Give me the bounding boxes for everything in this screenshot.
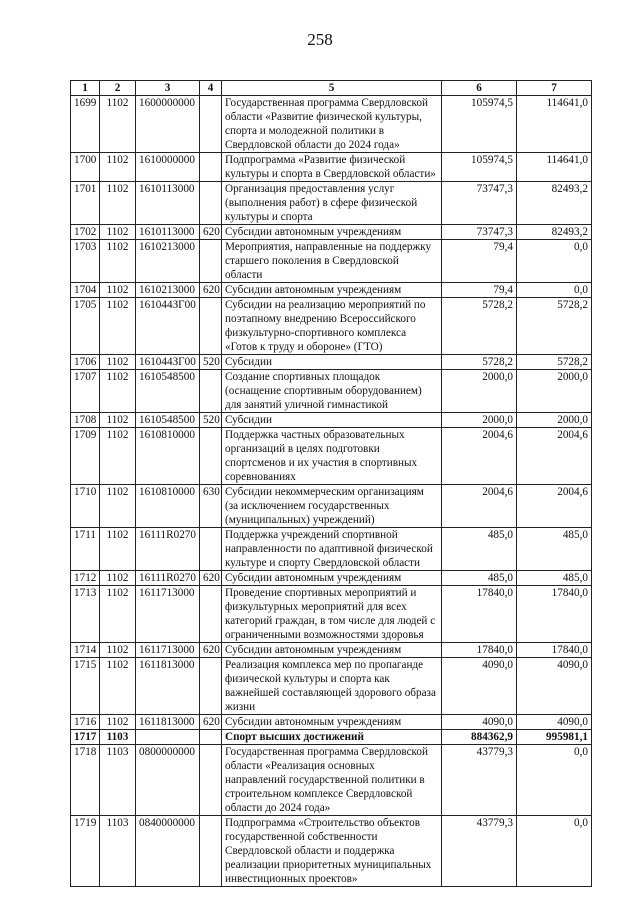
row-number: 1701 bbox=[71, 182, 100, 225]
target-article-code: 1610548500 bbox=[136, 370, 200, 413]
amount-year-1: 73747,3 bbox=[442, 182, 517, 225]
row-number: 1703 bbox=[71, 240, 100, 283]
target-article-code: 16111R0270 bbox=[136, 528, 200, 571]
section-code: 1102 bbox=[100, 240, 136, 283]
row-number: 1716 bbox=[71, 715, 100, 730]
amount-year-1: 2004,6 bbox=[442, 485, 517, 528]
expense-type-code: 630 bbox=[200, 485, 222, 528]
target-article-code: 1610000000 bbox=[136, 153, 200, 182]
expense-type-code bbox=[200, 240, 222, 283]
amount-year-1: 4090,0 bbox=[442, 715, 517, 730]
section-code: 1102 bbox=[100, 283, 136, 298]
item-name: Субсидии автономным учреждениям bbox=[222, 225, 442, 240]
item-name: Субсидии автономным учреждениям bbox=[222, 715, 442, 730]
amount-year-1: 43779,3 bbox=[442, 816, 517, 887]
header-cell: 2 bbox=[100, 81, 136, 96]
table-row bbox=[71, 428, 592, 485]
page-number: 258 bbox=[307, 30, 333, 49]
amount-year-2: 17840,0 bbox=[517, 586, 592, 643]
amount-year-2: 0,0 bbox=[517, 816, 592, 887]
section-code: 1102 bbox=[100, 96, 136, 153]
row-number: 1709 bbox=[71, 428, 100, 485]
item-name: Подпрограмма «Строительство объектов государственной собственности Свердловской области и поддержка реализации приоритетных муниципальных инвестиционных проектов» bbox=[222, 816, 442, 887]
row-number: 1707 bbox=[71, 370, 100, 413]
amount-year-2: 114641,0 bbox=[517, 96, 592, 153]
table-row bbox=[71, 715, 592, 730]
item-name: Поддержка учреждений спортивной направленности по адаптивной физической культуре и спорту Свердловской области bbox=[222, 528, 442, 571]
amount-year-1: 485,0 bbox=[442, 528, 517, 571]
amount-year-1: 5728,2 bbox=[442, 298, 517, 355]
table-row bbox=[71, 745, 592, 816]
header-cell: 5 bbox=[222, 81, 442, 96]
table-row bbox=[71, 298, 592, 355]
header-cell: 7 bbox=[517, 81, 592, 96]
amount-year-2: 17840,0 bbox=[517, 643, 592, 658]
item-name: Поддержка частных образовательных организаций в целях подготовки спортсменов и их участия в спортивных соревнованиях bbox=[222, 428, 442, 485]
item-name: Мероприятия, направленные на поддержку старшего поколения в Свердловской области bbox=[222, 240, 442, 283]
header-row bbox=[71, 81, 592, 96]
header-cell: 1 bbox=[71, 81, 100, 96]
row-number: 1711 bbox=[71, 528, 100, 571]
expense-type-code bbox=[200, 586, 222, 643]
item-name: Субсидии автономным учреждениям bbox=[222, 571, 442, 586]
amount-year-2: 82493,2 bbox=[517, 182, 592, 225]
expense-type-code: 620 bbox=[200, 571, 222, 586]
row-number: 1712 bbox=[71, 571, 100, 586]
item-name: Проведение спортивных мероприятий и физкультурных мероприятий для всех категорий граждан, в том числе для людей с ограниченными возможностями здоровья bbox=[222, 586, 442, 643]
expense-type-code: 620 bbox=[200, 283, 222, 298]
target-article-code: 161044ЗГ00 bbox=[136, 298, 200, 355]
section-code: 1102 bbox=[100, 586, 136, 643]
row-number: 1715 bbox=[71, 658, 100, 715]
target-article-code: 0800000000 bbox=[136, 745, 200, 816]
table-row bbox=[71, 153, 592, 182]
amount-year-1: 884362,9 bbox=[442, 730, 517, 745]
row-number: 1700 bbox=[71, 153, 100, 182]
amount-year-1: 79,4 bbox=[442, 283, 517, 298]
item-name: Субсидии некоммерческим организациям (за исключением государственных (муниципальных) учреждений) bbox=[222, 485, 442, 528]
row-number: 1713 bbox=[71, 586, 100, 643]
header-cell: 3 bbox=[136, 81, 200, 96]
item-name: Субсидии bbox=[222, 355, 442, 370]
expense-type-code bbox=[200, 96, 222, 153]
amount-year-2: 5728,2 bbox=[517, 298, 592, 355]
expense-type-code bbox=[200, 658, 222, 715]
amount-year-1: 17840,0 bbox=[442, 643, 517, 658]
amount-year-2: 2004,6 bbox=[517, 485, 592, 528]
table-row bbox=[71, 240, 592, 283]
row-number: 1710 bbox=[71, 485, 100, 528]
table-row bbox=[71, 485, 592, 528]
amount-year-1: 2000,0 bbox=[442, 413, 517, 428]
row-number: 1717 bbox=[71, 730, 100, 745]
table-row bbox=[71, 658, 592, 715]
section-code: 1102 bbox=[100, 428, 136, 485]
section-code: 1102 bbox=[100, 182, 136, 225]
expense-type-code: 620 bbox=[200, 225, 222, 240]
row-number: 1706 bbox=[71, 355, 100, 370]
table-row bbox=[71, 571, 592, 586]
amount-year-1: 73747,3 bbox=[442, 225, 517, 240]
section-code: 1103 bbox=[100, 745, 136, 816]
section-code: 1103 bbox=[100, 816, 136, 887]
amount-year-2: 995981,1 bbox=[517, 730, 592, 745]
row-number: 1705 bbox=[71, 298, 100, 355]
section-code: 1102 bbox=[100, 153, 136, 182]
amount-year-1: 17840,0 bbox=[442, 586, 517, 643]
table-row bbox=[71, 96, 592, 153]
target-article-code: 0840000000 bbox=[136, 816, 200, 887]
target-article-code: 1611813000 bbox=[136, 715, 200, 730]
table-row bbox=[71, 730, 592, 745]
expense-type-code bbox=[200, 745, 222, 816]
item-name: Государственная программа Свердловской области «Реализация основных направлений государственной политики в строительном комплексе Свердловской области до 2024 года» bbox=[222, 745, 442, 816]
amount-year-1: 485,0 bbox=[442, 571, 517, 586]
expense-type-code: 620 bbox=[200, 643, 222, 658]
section-code: 1103 bbox=[100, 730, 136, 745]
row-number: 1708 bbox=[71, 413, 100, 428]
amount-year-2: 0,0 bbox=[517, 283, 592, 298]
section-code: 1102 bbox=[100, 571, 136, 586]
section-code: 1102 bbox=[100, 528, 136, 571]
target-article-code: 1610213000 bbox=[136, 283, 200, 298]
item-name: Подпрограмма «Развитие физической культуры и спорта в Свердловской области» bbox=[222, 153, 442, 182]
row-number: 1718 bbox=[71, 745, 100, 816]
table-row bbox=[71, 413, 592, 428]
row-number: 1702 bbox=[71, 225, 100, 240]
target-article-code: 1610810000 bbox=[136, 485, 200, 528]
expense-type-code bbox=[200, 370, 222, 413]
header-cell: 4 bbox=[200, 81, 222, 96]
expense-type-code: 520 bbox=[200, 355, 222, 370]
expense-type-code bbox=[200, 428, 222, 485]
target-article-code: 1610113000 bbox=[136, 182, 200, 225]
section-code: 1102 bbox=[100, 413, 136, 428]
budget-table bbox=[70, 80, 592, 887]
expense-type-code bbox=[200, 153, 222, 182]
item-name: Создание спортивных площадок (оснащение спортивным оборудованием) для занятий уличной гимнастикой bbox=[222, 370, 442, 413]
amount-year-2: 82493,2 bbox=[517, 225, 592, 240]
section-code: 1102 bbox=[100, 643, 136, 658]
row-number: 1699 bbox=[71, 96, 100, 153]
target-article-code: 1610213000 bbox=[136, 240, 200, 283]
expense-type-code bbox=[200, 730, 222, 745]
header-cell: 6 bbox=[442, 81, 517, 96]
amount-year-2: 4090,0 bbox=[517, 658, 592, 715]
target-article-code: 16111R0270 bbox=[136, 571, 200, 586]
item-name: Субсидии на реализацию мероприятий по поэтапному внедрению Всероссийского физкультурно-спортивного комплекса «Готов к труду и обороне» (ГТО) bbox=[222, 298, 442, 355]
row-number: 1719 bbox=[71, 816, 100, 887]
amount-year-2: 2000,0 bbox=[517, 370, 592, 413]
target-article-code: 1610548500 bbox=[136, 413, 200, 428]
amount-year-2: 0,0 bbox=[517, 240, 592, 283]
target-article-code: 1610113000 bbox=[136, 225, 200, 240]
target-article-code: 1611713000 bbox=[136, 586, 200, 643]
item-name: Субсидии автономным учреждениям bbox=[222, 283, 442, 298]
table-row bbox=[71, 370, 592, 413]
target-article-code: 1611713000 bbox=[136, 643, 200, 658]
item-name: Спорт высших достижений bbox=[222, 730, 442, 745]
target-article-code: 161044ЗГ00 bbox=[136, 355, 200, 370]
table-row bbox=[71, 283, 592, 298]
table-row bbox=[71, 528, 592, 571]
amount-year-1: 105974,5 bbox=[442, 96, 517, 153]
amount-year-1: 79,4 bbox=[442, 240, 517, 283]
amount-year-2: 485,0 bbox=[517, 571, 592, 586]
section-code: 1102 bbox=[100, 658, 136, 715]
expense-type-code: 520 bbox=[200, 413, 222, 428]
item-name: Субсидии автономным учреждениям bbox=[222, 643, 442, 658]
section-code: 1102 bbox=[100, 715, 136, 730]
target-article-code bbox=[136, 730, 200, 745]
amount-year-1: 105974,5 bbox=[442, 153, 517, 182]
amount-year-2: 485,0 bbox=[517, 528, 592, 571]
item-name: Организация предоставления услуг (выполнения работ) в сфере физической культуры и спорта bbox=[222, 182, 442, 225]
expense-type-code bbox=[200, 528, 222, 571]
table-row bbox=[71, 355, 592, 370]
amount-year-2: 5728,2 bbox=[517, 355, 592, 370]
item-name: Государственная программа Свердловской области «Развитие физической культуры, спорта и молодежной политики в Свердловской области до 2024 года» bbox=[222, 96, 442, 153]
section-code: 1102 bbox=[100, 485, 136, 528]
target-article-code: 1611813000 bbox=[136, 658, 200, 715]
amount-year-1: 5728,2 bbox=[442, 355, 517, 370]
item-name: Субсидии bbox=[222, 413, 442, 428]
expense-type-code: 620 bbox=[200, 715, 222, 730]
table-row bbox=[71, 643, 592, 658]
expense-type-code bbox=[200, 182, 222, 225]
amount-year-1: 43779,3 bbox=[442, 745, 517, 816]
section-code: 1102 bbox=[100, 298, 136, 355]
amount-year-1: 2000,0 bbox=[442, 370, 517, 413]
section-code: 1102 bbox=[100, 225, 136, 240]
table-row bbox=[71, 816, 592, 887]
table-row bbox=[71, 182, 592, 225]
row-number: 1714 bbox=[71, 643, 100, 658]
section-code: 1102 bbox=[100, 370, 136, 413]
amount-year-2: 4090,0 bbox=[517, 715, 592, 730]
amount-year-2: 2004,6 bbox=[517, 428, 592, 485]
section-code: 1102 bbox=[100, 355, 136, 370]
row-number: 1704 bbox=[71, 283, 100, 298]
amount-year-2: 114641,0 bbox=[517, 153, 592, 182]
table-row bbox=[71, 225, 592, 240]
amount-year-2: 0,0 bbox=[517, 745, 592, 816]
table-row bbox=[71, 586, 592, 643]
target-article-code: 1600000000 bbox=[136, 96, 200, 153]
amount-year-2: 2000,0 bbox=[517, 413, 592, 428]
target-article-code: 1610810000 bbox=[136, 428, 200, 485]
item-name: Реализация комплекса мер по пропаганде физической культуры и спорта как важнейшей составляющей здорового образа жизни bbox=[222, 658, 442, 715]
expense-type-code bbox=[200, 816, 222, 887]
amount-year-1: 2004,6 bbox=[442, 428, 517, 485]
expense-type-code bbox=[200, 298, 222, 355]
amount-year-1: 4090,0 bbox=[442, 658, 517, 715]
